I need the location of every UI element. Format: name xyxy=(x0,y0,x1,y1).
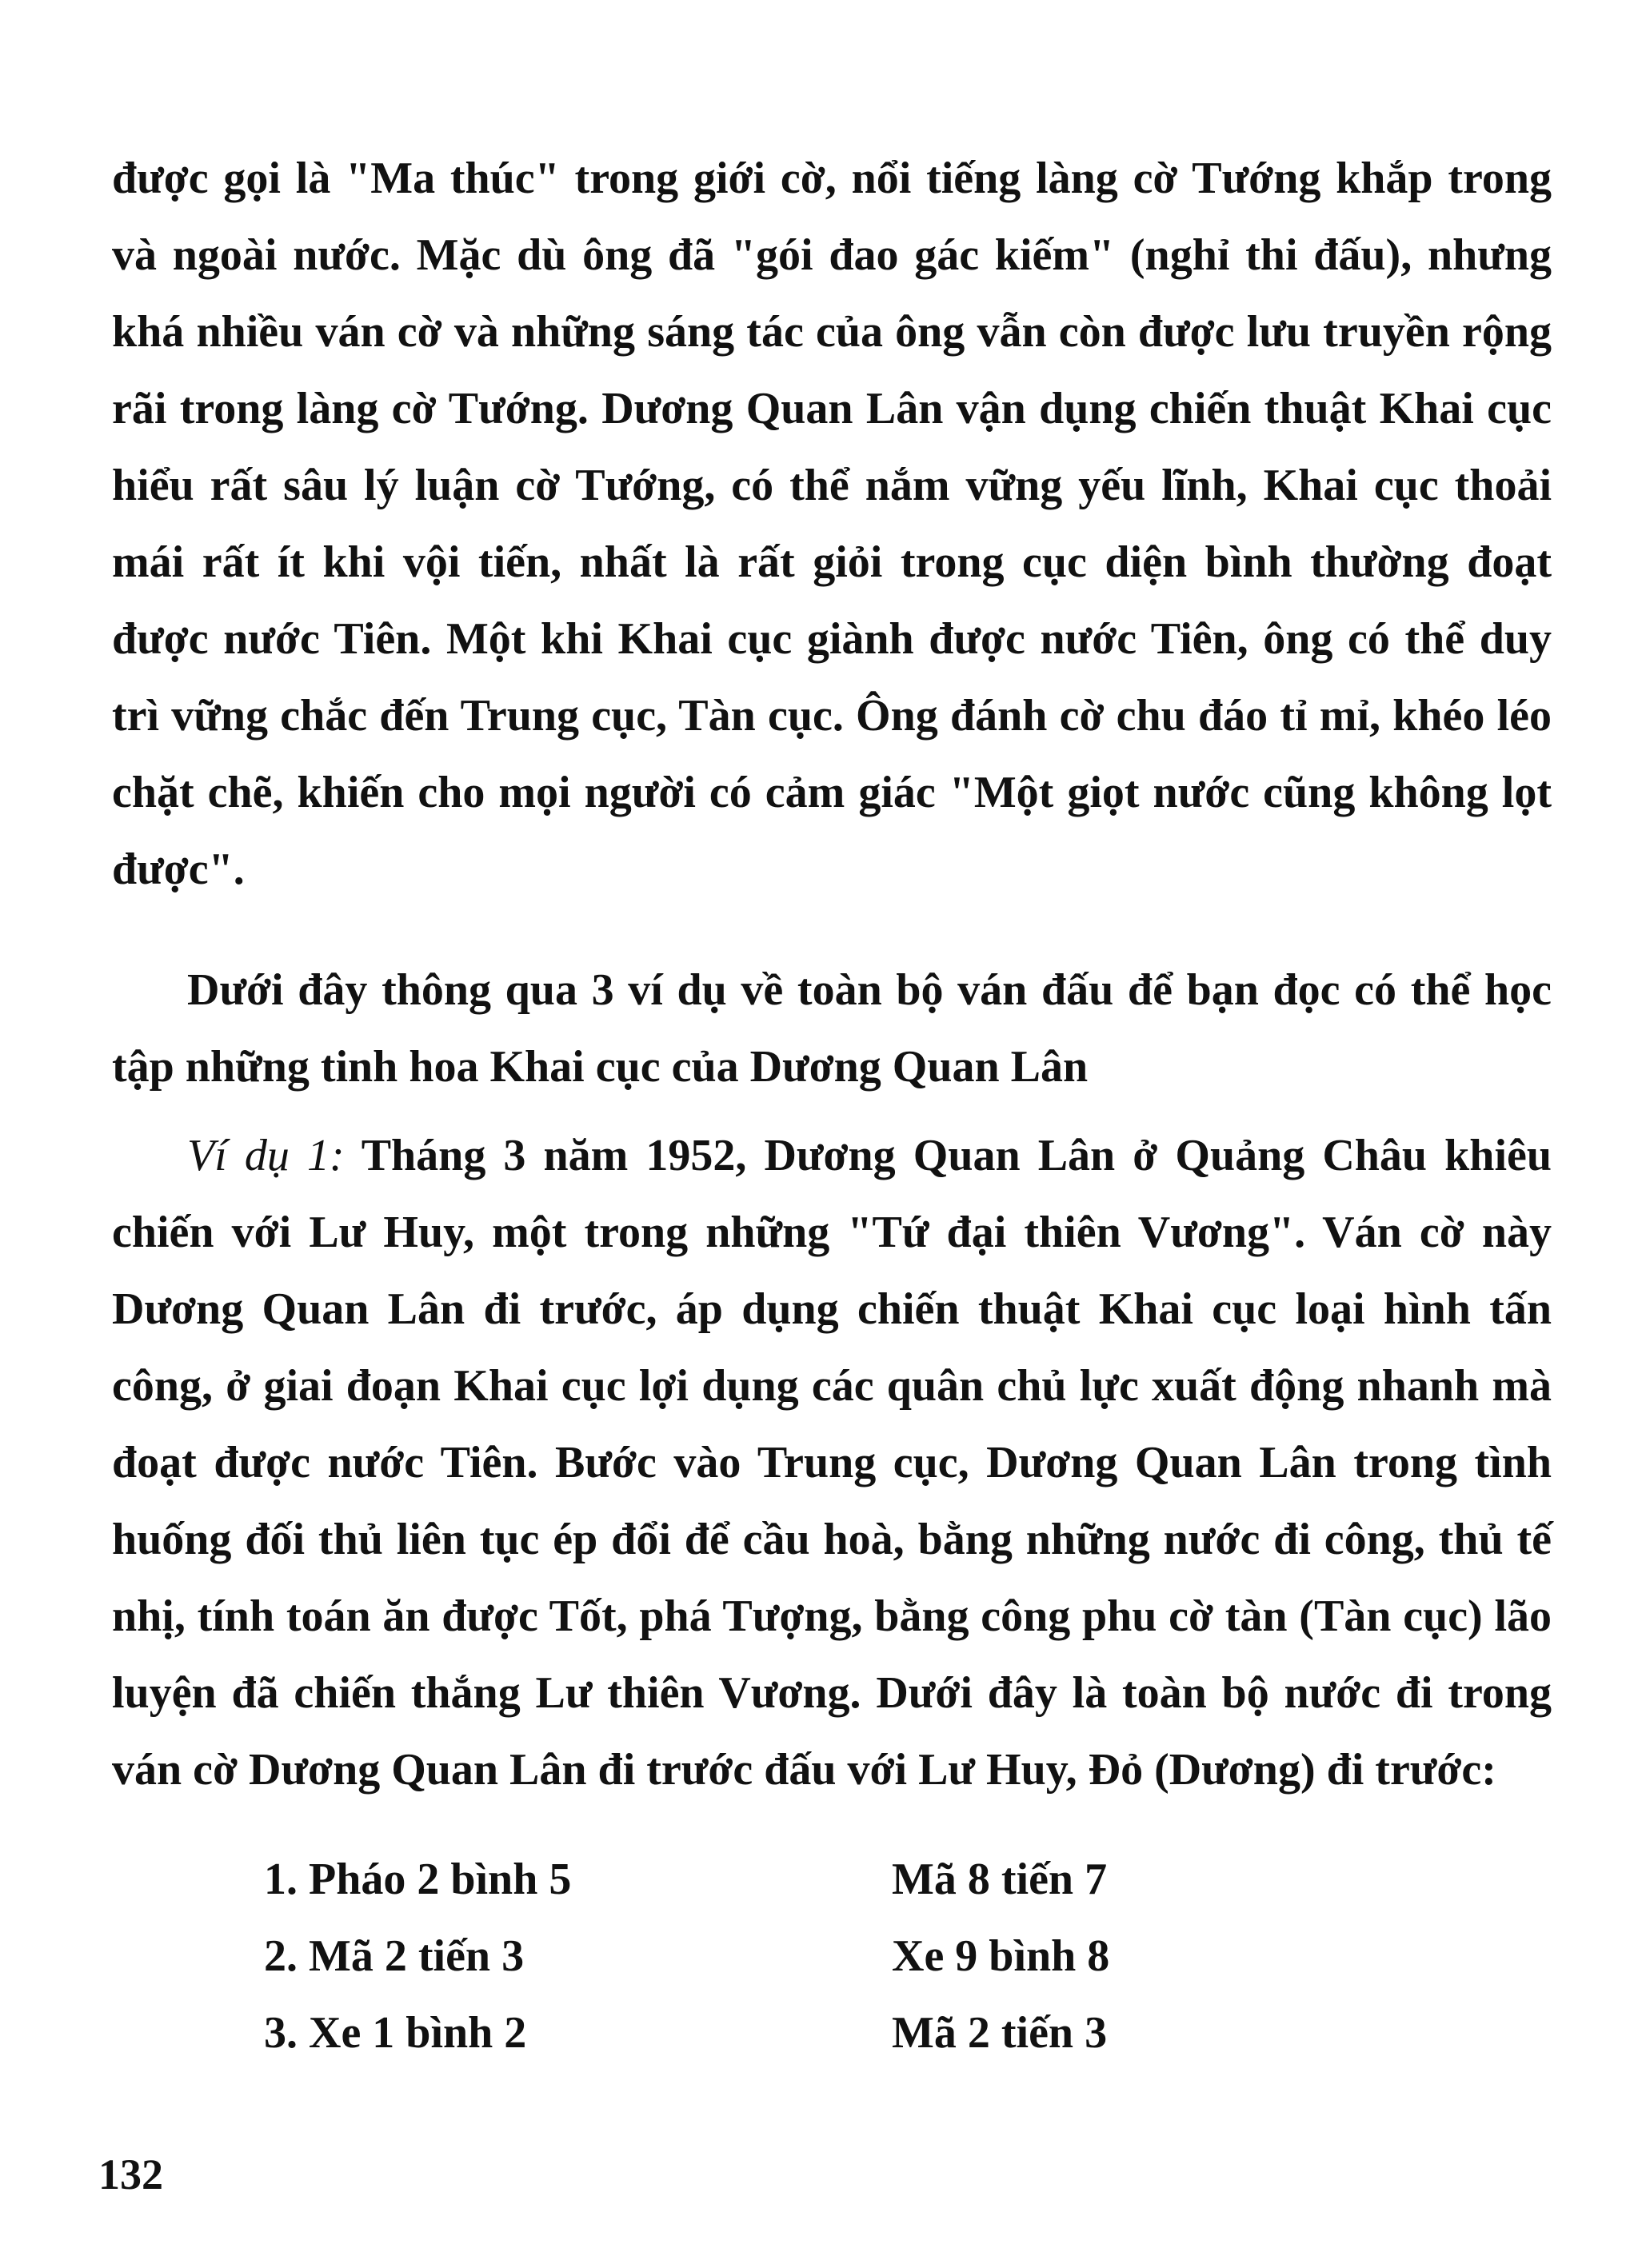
move-red: 3. Xe 1 bình 2 xyxy=(264,2008,527,2058)
move-row xyxy=(0,1854,1638,1931)
move-black: Mã 8 tiến 7 xyxy=(892,1855,1108,1904)
move-black: Mã 2 tiến 3 xyxy=(892,2008,1108,2058)
move-red: 2. Mã 2 tiến 3 xyxy=(264,1931,525,1981)
paragraph-examples-intro: Dưới đây thông qua 3 ví dụ về toàn bộ ván đấu để bạn đọc có thể học tập những tinh hoa Khai cục của Dương Quan Lân xyxy=(112,965,1552,1092)
example-label: Ví dụ 1: xyxy=(187,1131,345,1180)
paragraph-intro: được gọi là "Ma thúc" trong giới cờ, nổi tiếng làng cờ Tướng khắp trong và ngoài nước. Mặc dù ông đã "gói đao gác kiếm" (nghỉ thi đấu), nhưng khá nhiều ván cờ và những sáng tác của ông vẫn còn được lưu truyền rộng rãi trong làng cờ Tướng. Dương Quan Lân vận dụng chiến thuật Khai cục hiểu rất sâu lý luận cờ Tướng, có thể nắm vững yếu lĩnh, Khai cục thoải mái rất ít khi vội tiến, nhất là rất giỏi trong cục diện bình thường đoạt được nước Tiên. Một khi Khai cục giành được nước Tiên, ông có thể duy trì vững chắc đến Trung cục, Tàn cục. Ông đánh cờ chu đáo tỉ mỉ, khéo léo chặt chẽ, khiến cho mọi người có cảm giác "Một giọt nước cũng không lọt được". xyxy=(112,154,1552,894)
move-row xyxy=(0,2007,1638,2084)
move-black: Xe 9 bình 8 xyxy=(892,1931,1110,1981)
page-number: 132 xyxy=(98,2150,163,2198)
move-row xyxy=(0,1931,1638,2007)
paragraph-example-1 xyxy=(112,1117,1552,1808)
move-list xyxy=(0,1854,1638,2084)
example-1-text: Tháng 3 năm 1952, Dương Quan Lân ở Quảng Châu khiêu chiến với Lư Huy, một trong những "Tứ đại thiên Vương". Ván cờ này Dương Quan Lân đi trước, áp dụng chiến thuật Khai cục loại hình tấn công, ở giai đoạn Khai cục lợi dụng các quân chủ lực xuất động nhanh mà đoạt được nước Tiên. Bước vào Trung cục, Dương Quan Lân trong tình huống đối thủ liên tục ép đổi để cầu hoà, bằng những nước đi công, thủ tế nhị, tính toán ăn được Tốt, phá Tượng, bằng công phu cờ tàn (Tàn cục) lão luyện đã chiến thắng Lư thiên Vương. Dưới đây là toàn bộ nước đi trong ván cờ Dương Quan Lân đi trước đấu với Lư Huy, Đỏ (Dương) đi trước: xyxy=(112,1131,1552,1795)
move-red: 1. Pháo 2 bình 5 xyxy=(264,1855,572,1904)
